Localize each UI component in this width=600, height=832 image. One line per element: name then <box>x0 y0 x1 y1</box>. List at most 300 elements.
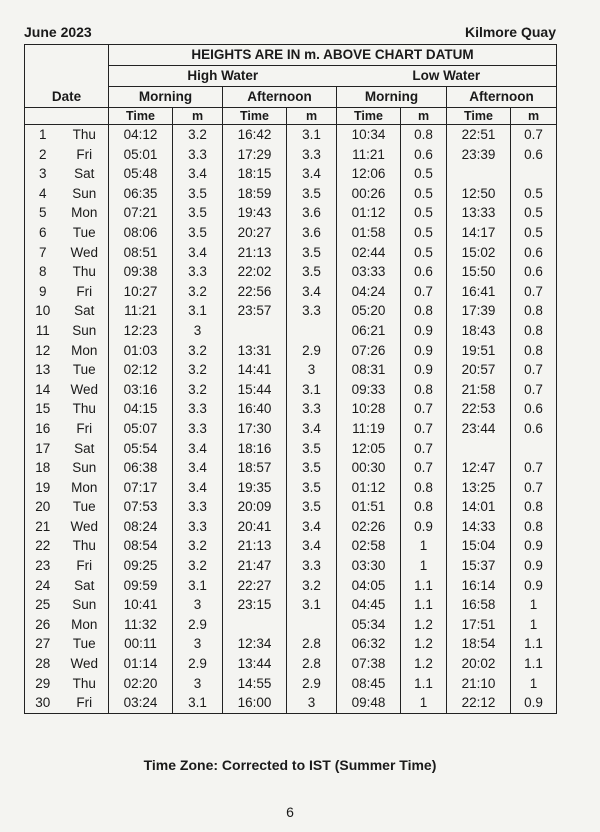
table-title: HEIGHTS ARE IN m. ABOVE CHART DATUM <box>109 45 557 66</box>
lw-morning-height: 0.9 <box>401 321 447 341</box>
hw-morning-height: 3.2 <box>173 380 223 400</box>
hw-afternoon-height: 3 <box>287 360 337 380</box>
hw-afternoon-height: 3.3 <box>287 399 337 419</box>
day-number: 29 <box>35 675 51 691</box>
hw-morning-time: 04:15 <box>109 399 173 419</box>
hw-morning-height: 3.4 <box>173 439 223 459</box>
lw-afternoon-time: 21:58 <box>447 380 511 400</box>
month-label: June 2023 <box>24 24 92 40</box>
hw-morning-height: 3.2 <box>173 556 223 576</box>
lw-morning-height: 1 <box>401 536 447 556</box>
lw-afternoon-height: 0.5 <box>524 205 543 221</box>
lw-morning-height: 1 <box>401 693 447 713</box>
hw-afternoon-height: 2.9 <box>287 674 337 694</box>
hw-morning-time: 07:53 <box>109 497 173 517</box>
hw-morning-height: 3 <box>173 595 223 615</box>
table-row <box>25 380 557 400</box>
day-number: 16 <box>35 420 51 436</box>
lw-afternoon-time: 15:37 <box>447 556 511 576</box>
date-header: Date <box>25 87 109 108</box>
day-name: Thu <box>61 125 109 145</box>
table-row <box>25 556 557 576</box>
hw-afternoon-height: 3.4 <box>287 517 337 537</box>
table-row <box>25 497 557 517</box>
lw-afternoon-height: 1 <box>529 675 538 691</box>
lw-morning-height: 0.5 <box>401 223 447 243</box>
hw-afternoon-time: 20:09 <box>223 497 287 517</box>
hw-afternoon-height: 3.2 <box>287 576 337 596</box>
hw-morning-height: 3 <box>173 634 223 654</box>
table-row <box>25 458 557 478</box>
table-row <box>25 439 557 459</box>
hw-morning-time: 06:35 <box>109 184 173 204</box>
lw-afternoon-time: 17:51 <box>447 615 511 635</box>
lw-afternoon-height: 0.6 <box>524 264 543 280</box>
lw-morning-time: 10:34 <box>337 125 401 145</box>
lw-afternoon-time <box>447 439 511 459</box>
table-row <box>25 478 557 498</box>
day-name: Tue <box>61 497 109 517</box>
hw-morning-time: 09:25 <box>109 556 173 576</box>
lw-afternoon-height: 0.8 <box>524 518 543 534</box>
lw-morning-time: 09:48 <box>337 693 401 713</box>
lw-morning-height: 1.1 <box>401 595 447 615</box>
lw-morning-time: 07:38 <box>337 654 401 674</box>
lw-afternoon-time: 14:17 <box>447 223 511 243</box>
day-name: Sun <box>61 458 109 478</box>
lw-afternoon-time: 20:57 <box>447 360 511 380</box>
day-number: 6 <box>38 224 47 240</box>
lw-afternoon-time: 22:12 <box>447 693 511 713</box>
hw-morning-height: 3.3 <box>173 419 223 439</box>
table-row <box>25 399 557 419</box>
table-row <box>25 184 557 204</box>
hw-afternoon-time: 17:29 <box>223 145 287 165</box>
lw-afternoon-height: 0.8 <box>524 342 543 358</box>
lw-morning-height: 0.6 <box>401 262 447 282</box>
hw-morning-time: 08:51 <box>109 243 173 263</box>
day-number: 27 <box>35 636 51 652</box>
day-name: Sat <box>61 164 109 184</box>
lw-afternoon-time: 23:44 <box>447 419 511 439</box>
date-num-subheader <box>25 108 61 125</box>
hw-morning-height: 3.3 <box>173 497 223 517</box>
lw-afternoon-time: 17:39 <box>447 301 511 321</box>
lw-morning-height: 0.7 <box>401 458 447 478</box>
lw-afternoon-time: 12:47 <box>447 458 511 478</box>
day-name: Thu <box>61 262 109 282</box>
lw-afternoon-height: 0.7 <box>524 381 543 397</box>
table-row <box>25 203 557 223</box>
day-name: Sat <box>61 439 109 459</box>
lw-afternoon-height: 0.6 <box>524 420 543 436</box>
hw-morning-time: 05:48 <box>109 164 173 184</box>
m-subheader: m <box>287 108 337 125</box>
lw-morning-time: 05:20 <box>337 301 401 321</box>
lw-morning-time: 01:12 <box>337 203 401 223</box>
hw-morning-height: 3.2 <box>173 536 223 556</box>
lw-morning-height: 0.8 <box>401 497 447 517</box>
date-day-subheader <box>61 108 109 125</box>
table-row <box>25 674 557 694</box>
hw-morning-time: 08:24 <box>109 517 173 537</box>
hw-morning-time: 05:54 <box>109 439 173 459</box>
lw-morning-time: 08:31 <box>337 360 401 380</box>
lw-morning-time: 09:33 <box>337 380 401 400</box>
lw-afternoon-height: 0.8 <box>524 303 543 319</box>
hw-afternoon-height: 3.5 <box>287 497 337 517</box>
time-subheader: Time <box>447 108 511 125</box>
day-name: Mon <box>61 203 109 223</box>
lw-morning-height: 1.2 <box>401 634 447 654</box>
lw-afternoon-height: 0.6 <box>524 146 543 162</box>
hw-morning-time: 09:38 <box>109 262 173 282</box>
day-name: Thu <box>61 536 109 556</box>
hw-morning-time: 07:21 <box>109 203 173 223</box>
lw-afternoon-time: 21:10 <box>447 674 511 694</box>
date-header-blank <box>25 45 109 87</box>
hw-morning-height: 3 <box>173 321 223 341</box>
lw-morning-time: 04:05 <box>337 576 401 596</box>
hw-afternoon-height: 2.8 <box>287 654 337 674</box>
hw-morning-height: 3.4 <box>173 458 223 478</box>
day-name: Sun <box>61 321 109 341</box>
hw-afternoon-height <box>287 321 337 341</box>
lw-afternoon-time: 20:02 <box>447 654 511 674</box>
lw-afternoon-height: 1.1 <box>524 656 543 672</box>
lw-morning-time: 04:45 <box>337 595 401 615</box>
day-number: 10 <box>35 303 51 319</box>
lw-afternoon-time: 23:39 <box>447 145 511 165</box>
lw-morning-time: 00:26 <box>337 184 401 204</box>
hw-afternoon-time: 18:16 <box>223 439 287 459</box>
tide-table <box>24 44 557 714</box>
lw-afternoon-height <box>511 439 557 459</box>
day-name: Wed <box>61 243 109 263</box>
lw-afternoon-time: 16:41 <box>447 282 511 302</box>
lw-morning-time: 05:34 <box>337 615 401 635</box>
hw-morning-height: 3.5 <box>173 203 223 223</box>
hw-afternoon-time: 20:41 <box>223 517 287 537</box>
lw-morning-time: 03:33 <box>337 262 401 282</box>
hw-afternoon-time: 15:44 <box>223 380 287 400</box>
day-number: 14 <box>35 381 51 397</box>
hw-morning-time: 08:54 <box>109 536 173 556</box>
day-number: 5 <box>38 205 47 221</box>
lw-morning-height: 0.5 <box>401 184 447 204</box>
lw-morning-time: 06:32 <box>337 634 401 654</box>
time-subheader: Time <box>337 108 401 125</box>
hw-morning-height: 3.2 <box>173 341 223 361</box>
day-name: Tue <box>61 634 109 654</box>
lw-afternoon-time: 22:53 <box>447 399 511 419</box>
day-name: Sat <box>61 301 109 321</box>
day-number: 18 <box>35 460 51 476</box>
day-number: 26 <box>35 616 51 632</box>
lw-morning-time: 12:05 <box>337 439 401 459</box>
lw-morning-height: 0.6 <box>401 145 447 165</box>
lw-afternoon-time: 14:01 <box>447 497 511 517</box>
hw-afternoon-time: 23:57 <box>223 301 287 321</box>
hw-afternoon-time: 20:27 <box>223 223 287 243</box>
hw-morning-header: Morning <box>109 87 223 108</box>
lw-morning-height: 0.5 <box>401 243 447 263</box>
hw-morning-height: 2.9 <box>173 654 223 674</box>
lw-morning-height: 0.8 <box>401 380 447 400</box>
lw-afternoon-header: Afternoon <box>447 87 557 108</box>
day-number: 7 <box>38 244 47 260</box>
lw-morning-header: Morning <box>337 87 447 108</box>
hw-morning-height: 3.3 <box>173 517 223 537</box>
table-row <box>25 164 557 184</box>
lw-morning-time: 06:21 <box>337 321 401 341</box>
hw-afternoon-height <box>287 615 337 635</box>
day-number: 22 <box>35 538 51 554</box>
lw-morning-height: 1.1 <box>401 576 447 596</box>
day-number: 12 <box>35 342 51 358</box>
lw-afternoon-time: 22:51 <box>447 125 511 145</box>
table-row <box>25 654 557 674</box>
lw-afternoon-time: 15:50 <box>447 262 511 282</box>
hw-afternoon-time: 18:57 <box>223 458 287 478</box>
day-name: Mon <box>61 615 109 635</box>
lw-afternoon-time: 15:02 <box>447 243 511 263</box>
lw-afternoon-height: 1.1 <box>524 636 543 652</box>
lw-morning-height: 1 <box>401 556 447 576</box>
lw-afternoon-height: 0.5 <box>524 185 543 201</box>
lw-morning-time: 08:45 <box>337 674 401 694</box>
lw-morning-height: 0.9 <box>401 517 447 537</box>
time-subheader: Time <box>223 108 287 125</box>
hw-afternoon-time: 12:34 <box>223 634 287 654</box>
day-name: Wed <box>61 517 109 537</box>
lw-afternoon-time: 19:51 <box>447 341 511 361</box>
day-number: 15 <box>35 401 51 417</box>
hw-morning-time: 03:16 <box>109 380 173 400</box>
day-number: 20 <box>35 499 51 515</box>
hw-morning-height: 3.1 <box>173 301 223 321</box>
lw-morning-height: 0.7 <box>401 399 447 419</box>
hw-afternoon-height: 3.4 <box>287 282 337 302</box>
hw-morning-height: 2.9 <box>173 615 223 635</box>
lw-morning-height: 1.2 <box>401 615 447 635</box>
hw-morning-height: 3.3 <box>173 262 223 282</box>
lw-afternoon-height: 0.7 <box>524 362 543 378</box>
hw-afternoon-height: 3.3 <box>287 556 337 576</box>
lw-afternoon-time: 14:33 <box>447 517 511 537</box>
hw-afternoon-height: 3.4 <box>287 536 337 556</box>
day-name: Sun <box>61 184 109 204</box>
day-name: Mon <box>61 478 109 498</box>
lw-morning-height: 1.2 <box>401 654 447 674</box>
table-row <box>25 419 557 439</box>
lw-afternoon-time: 13:25 <box>447 478 511 498</box>
day-name: Thu <box>61 674 109 694</box>
lw-afternoon-height: 0.6 <box>524 244 543 260</box>
lw-morning-height: 0.9 <box>401 341 447 361</box>
lw-afternoon-time: 18:54 <box>447 634 511 654</box>
low-water-header: Low Water <box>412 68 481 83</box>
lw-morning-time: 02:44 <box>337 243 401 263</box>
lw-afternoon-height: 0.8 <box>524 322 543 338</box>
lw-morning-time: 01:58 <box>337 223 401 243</box>
time-subheader: Time <box>109 108 173 125</box>
table-row <box>25 321 557 341</box>
day-name: Sat <box>61 576 109 596</box>
hw-afternoon-time: 13:31 <box>223 341 287 361</box>
day-number: 11 <box>35 322 50 338</box>
lw-morning-height: 0.8 <box>401 125 447 145</box>
lw-morning-time: 04:24 <box>337 282 401 302</box>
hw-afternoon-height: 3.1 <box>287 380 337 400</box>
lw-morning-height: 0.7 <box>401 439 447 459</box>
lw-morning-time: 11:19 <box>337 419 401 439</box>
day-number: 21 <box>35 518 51 534</box>
hw-afternoon-time: 23:15 <box>223 595 287 615</box>
hw-morning-time: 06:38 <box>109 458 173 478</box>
day-name: Fri <box>61 145 109 165</box>
lw-afternoon-height: 0.7 <box>524 127 543 142</box>
hw-afternoon-time: 21:13 <box>223 243 287 263</box>
table-row <box>25 125 557 145</box>
lw-afternoon-height: 0.6 <box>524 401 543 417</box>
hw-afternoon-height: 3.6 <box>287 203 337 223</box>
hw-afternoon-time: 19:43 <box>223 203 287 223</box>
lw-morning-height: 0.8 <box>401 478 447 498</box>
hw-afternoon-height: 3 <box>287 693 337 713</box>
lw-afternoon-height: 1 <box>529 597 538 613</box>
hw-afternoon-height: 3.3 <box>287 301 337 321</box>
day-number: 2 <box>38 146 47 162</box>
lw-morning-time: 01:12 <box>337 478 401 498</box>
day-number: 24 <box>35 577 51 593</box>
hw-morning-time: 08:06 <box>109 223 173 243</box>
lw-morning-height: 1.1 <box>401 674 447 694</box>
day-name: Tue <box>61 360 109 380</box>
lw-morning-height: 0.9 <box>401 360 447 380</box>
table-row <box>25 262 557 282</box>
hw-morning-height: 3.4 <box>173 478 223 498</box>
hw-afternoon-time <box>223 615 287 635</box>
hw-afternoon-height: 2.9 <box>287 341 337 361</box>
day-name: Wed <box>61 380 109 400</box>
hw-afternoon-time: 16:40 <box>223 399 287 419</box>
lw-afternoon-height: 0.7 <box>524 479 543 495</box>
day-name: Wed <box>61 654 109 674</box>
hw-morning-height: 3.1 <box>173 576 223 596</box>
lw-morning-time: 02:26 <box>337 517 401 537</box>
lw-afternoon-time: 13:33 <box>447 203 511 223</box>
hw-morning-time: 03:24 <box>109 693 173 713</box>
day-number: 8 <box>38 264 47 280</box>
lw-morning-time: 02:58 <box>337 536 401 556</box>
day-number: 19 <box>35 479 51 495</box>
hw-afternoon-header: Afternoon <box>223 87 337 108</box>
day-name: Thu <box>61 399 109 419</box>
hw-morning-height: 3.2 <box>173 360 223 380</box>
lw-morning-time: 11:21 <box>337 145 401 165</box>
table-row <box>25 145 557 165</box>
hw-morning-time: 10:27 <box>109 282 173 302</box>
hw-morning-height: 3.2 <box>173 282 223 302</box>
day-name: Sun <box>61 595 109 615</box>
day-number: 9 <box>38 283 47 299</box>
location-label: Kilmore Quay <box>464 24 556 40</box>
day-number: 13 <box>35 362 51 378</box>
hw-afternoon-time: 21:47 <box>223 556 287 576</box>
lw-morning-time: 10:28 <box>337 399 401 419</box>
lw-afternoon-height: 0.9 <box>524 577 543 593</box>
lw-afternoon-time <box>447 164 511 184</box>
hw-afternoon-height: 3.5 <box>287 478 337 498</box>
hw-afternoon-time: 21:13 <box>223 536 287 556</box>
hw-afternoon-time: 16:00 <box>223 693 287 713</box>
table-row <box>25 634 557 654</box>
m-subheader: m <box>401 108 447 125</box>
day-name: Tue <box>61 223 109 243</box>
hw-morning-time: 12:23 <box>109 321 173 341</box>
hw-morning-time: 00:11 <box>109 634 173 654</box>
table-row <box>25 301 557 321</box>
lw-morning-time: 01:51 <box>337 497 401 517</box>
day-name: Mon <box>61 341 109 361</box>
hw-morning-height: 3 <box>173 674 223 694</box>
lw-afternoon-time: 12:50 <box>447 184 511 204</box>
lw-morning-time: 07:26 <box>337 341 401 361</box>
table-row <box>25 243 557 263</box>
hw-morning-time: 11:21 <box>109 301 173 321</box>
table-row <box>25 517 557 537</box>
table-row <box>25 576 557 596</box>
lw-afternoon-height: 0.9 <box>524 558 543 574</box>
lw-morning-height: 0.5 <box>401 203 447 223</box>
lw-afternoon-height: 0.7 <box>524 283 543 299</box>
table-row <box>25 360 557 380</box>
hw-afternoon-time: 19:35 <box>223 478 287 498</box>
hw-morning-time: 02:12 <box>109 360 173 380</box>
hw-afternoon-time: 17:30 <box>223 419 287 439</box>
hw-morning-height: 3.2 <box>173 125 223 145</box>
high-water-header: High Water <box>187 68 259 83</box>
hw-morning-time: 05:01 <box>109 145 173 165</box>
hw-morning-time: 01:14 <box>109 654 173 674</box>
hw-afternoon-height: 3.5 <box>287 262 337 282</box>
hw-morning-time: 09:59 <box>109 576 173 596</box>
hw-morning-height: 3.4 <box>173 243 223 263</box>
table-row <box>25 615 557 635</box>
hw-morning-time: 11:32 <box>109 615 173 635</box>
hw-afternoon-height: 3.5 <box>287 439 337 459</box>
table-row <box>25 536 557 556</box>
lw-morning-time: 00:30 <box>337 458 401 478</box>
hw-morning-height: 3.4 <box>173 164 223 184</box>
lw-afternoon-time: 16:14 <box>447 576 511 596</box>
hw-afternoon-height: 2.8 <box>287 634 337 654</box>
hw-morning-height: 3.5 <box>173 184 223 204</box>
lw-afternoon-height: 0.9 <box>524 695 543 711</box>
lw-afternoon-height: 0.8 <box>524 499 543 515</box>
hw-afternoon-time: 14:55 <box>223 674 287 694</box>
day-number: 23 <box>35 558 51 574</box>
hw-morning-time: 05:07 <box>109 419 173 439</box>
hw-afternoon-height: 3.5 <box>287 458 337 478</box>
table-row <box>25 223 557 243</box>
hw-morning-time: 02:20 <box>109 674 173 694</box>
hw-afternoon-time: 18:59 <box>223 184 287 204</box>
table-row <box>25 341 557 361</box>
hw-afternoon-height: 3.5 <box>287 243 337 263</box>
hw-afternoon-height: 3.1 <box>287 595 337 615</box>
